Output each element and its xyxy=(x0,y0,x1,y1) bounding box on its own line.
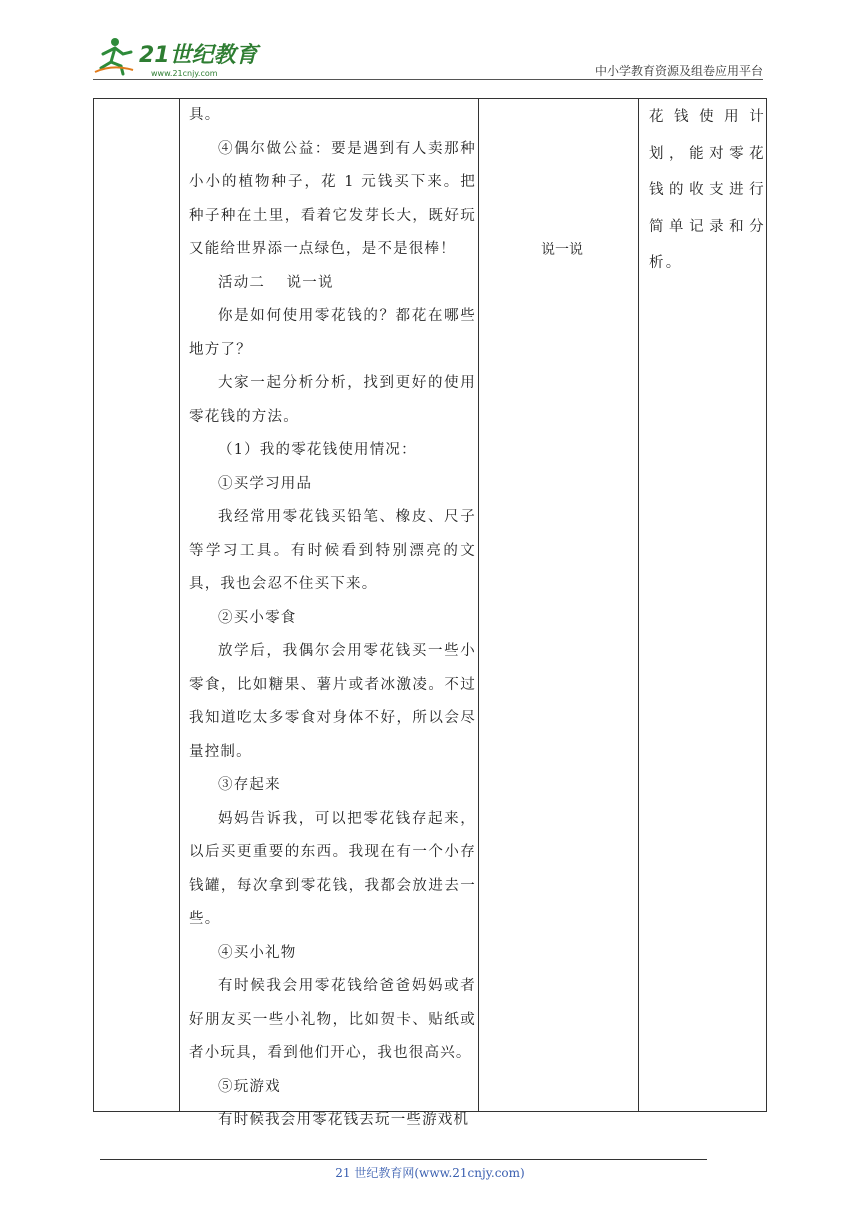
column-divider xyxy=(478,99,479,1111)
paragraph: ④买小礼物 xyxy=(218,944,297,961)
column-divider xyxy=(179,99,180,1111)
paragraph: ②买小零食 xyxy=(218,609,297,626)
page-header xyxy=(93,30,763,80)
column-divider xyxy=(638,99,639,1111)
platform-name: 中小学教育资源及组卷应用平台 xyxy=(594,64,763,78)
paragraph: 大家一起分析分析，找到更好的使用零花钱的方法。 xyxy=(189,375,476,425)
paragraph: ⑤玩游戏 xyxy=(218,1078,281,1095)
footer-divider xyxy=(100,1159,707,1160)
paragraph: 妈妈告诉我，可以把零花钱存起来，以后买更重要的东西。我现在有一个小存钱罐，每次拿到零花钱，我都会放进去一些。 xyxy=(189,810,476,927)
teaching-content-column xyxy=(181,99,476,1138)
paragraph: 有时候我会用零花钱去玩一些游戏机 xyxy=(218,1112,470,1128)
design-intent-text: 花钱使用计划，能对零花钱的收支进行简单记录和分析。 xyxy=(649,109,766,271)
paragraph: 你是如何使用零花钱的？都花在哪些地方了？ xyxy=(189,308,476,358)
runner-logo-icon xyxy=(93,34,263,78)
header-divider xyxy=(93,79,763,80)
svg-text:21世纪教育: 21世纪教育 xyxy=(139,43,258,68)
paragraph: 放学后，我偶尔会用零花钱买一些小零食，比如糖果、薯片或者冰激凌。不过我知道吃太多零食对身体不好，所以会尽量控制。 xyxy=(189,643,476,760)
paragraph: 我经常用零花钱买铅笔、橡皮、尺子等学习工具。有时候看到特别漂亮的文具，我也会忍不住买下来。 xyxy=(189,509,476,592)
lesson-table xyxy=(93,98,767,1128)
student-activity-label: 说一说 xyxy=(541,242,583,258)
paragraph: 有时候我会用零花钱给爸爸妈妈或者好朋友买一些小礼物，比如贺卡、贴纸或者小玩具，看到他们开心，我也很高兴。 xyxy=(189,978,476,1061)
logo xyxy=(93,34,263,78)
paragraph: ③存起来 xyxy=(218,777,281,793)
footer-link[interactable]: 21 世纪教育网(www.21cnjy.com) xyxy=(335,1166,525,1180)
svg-text:www.21cnjy.com: www.21cnjy.com xyxy=(151,69,218,78)
paragraph: 具。 xyxy=(189,107,221,123)
paragraph: ①买学习用品 xyxy=(218,475,313,492)
paragraph: （1）我的零花钱使用情况： xyxy=(218,442,417,458)
design-intent-column xyxy=(648,99,766,282)
paragraph: 活动二 说一说 xyxy=(218,274,334,291)
paragraph: ④偶尔做公益：要是遇到有人卖那种小小的植物种子，花 1 元钱买下来。把种子种在土里，看着它发芽长大，既好玩又能给世界添一点绿色，是不是很棒！ xyxy=(189,140,476,257)
